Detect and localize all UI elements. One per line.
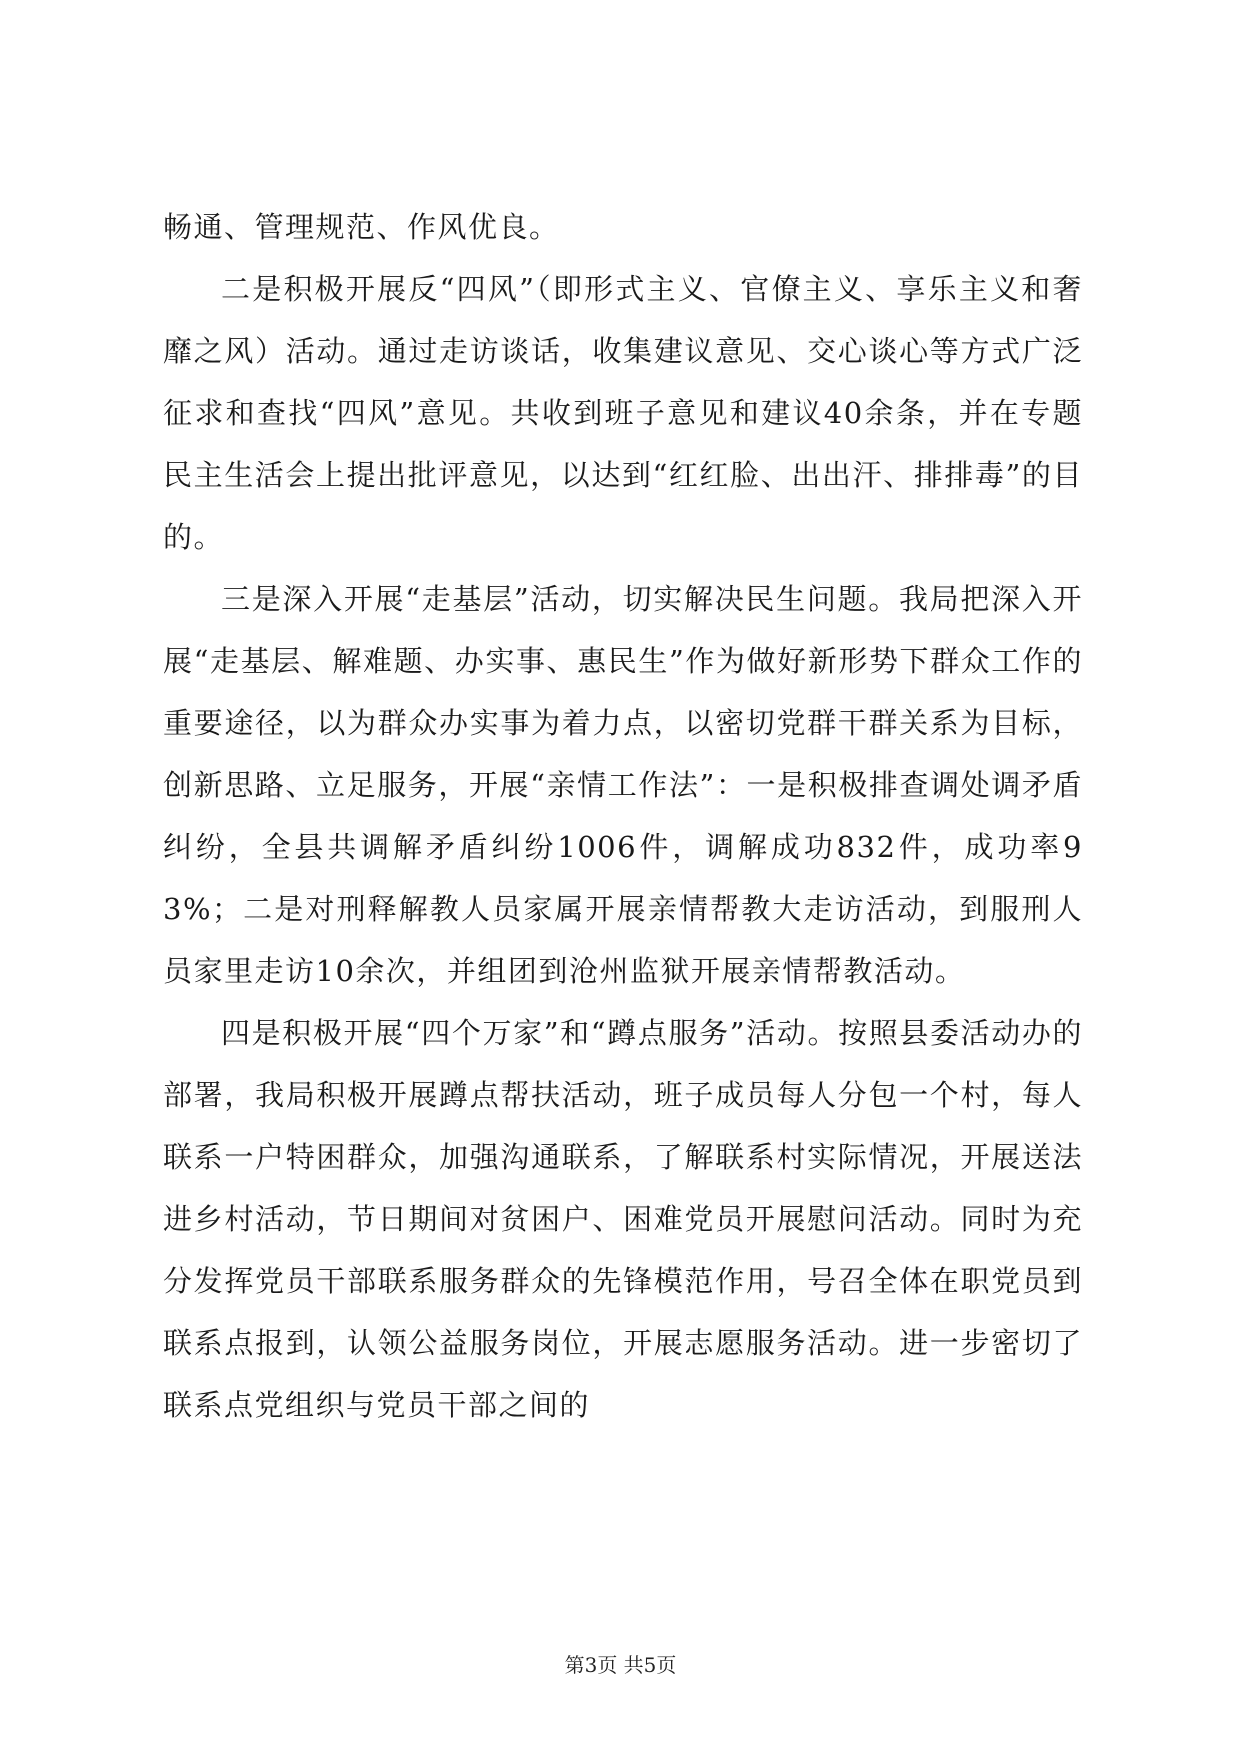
paragraph-continuation: 畅通、管理规范、作风优良。 — [163, 210, 560, 244]
paragraph-grassroots: 三是深入开展“走基层”活动，切实解决民生问题。我局把深入开展“走基层、解难题、办实事、惠民生”作为做好新形势下群众工作的重要途径，以为群众办实事为着力点，以密切党群干群关系为目标，创新思路、立足服务，开展“亲情工作法”：一是积极排查调处调矛盾纠纷，全县共调解矛盾纠纷1006件，调解成功832件，成功率93%；二是对刑释解教人员家属开展亲情帮教大走访活动，到服刑人员家里走访10余次，并组团到沧州监狱开展亲情帮教活动。 — [163, 582, 1083, 988]
document-body — [163, 196, 1083, 1436]
paragraph-service-points: 四是积极开展“四个万家”和“蹲点服务”活动。按照县委活动办的部署，我局积极开展蹲点帮扶活动，班子成员每人分包一个村，每人联系一户特困群众，加强沟通联系，了解联系村实际情况，开展送法进乡村活动，节日期间对贫困户、困难党员开展慰问活动。同时为充分发挥党员干部联系服务群众的先锋模范作用，号召全体在职党员到联系点报到，认领公益服务岗位，开展志愿服务活动。进一步密切了联系点党组织与党员干部之间的 — [163, 1016, 1083, 1422]
page-number-footer: 第3页 共5页 — [564, 1653, 677, 1677]
paragraph-four-winds: 二是积极开展反“四风”（即形式主义、官僚主义、享乐主义和奢靡之风）活动。通过走访谈话，收集建议意见、交心谈心等方式广泛征求和查找“四风”意见。共收到班子意见和建议40余条，并在专题民主生活会上提出批评意见，以达到“红红脸、出出汗、排排毒”的目的。 — [163, 272, 1083, 554]
